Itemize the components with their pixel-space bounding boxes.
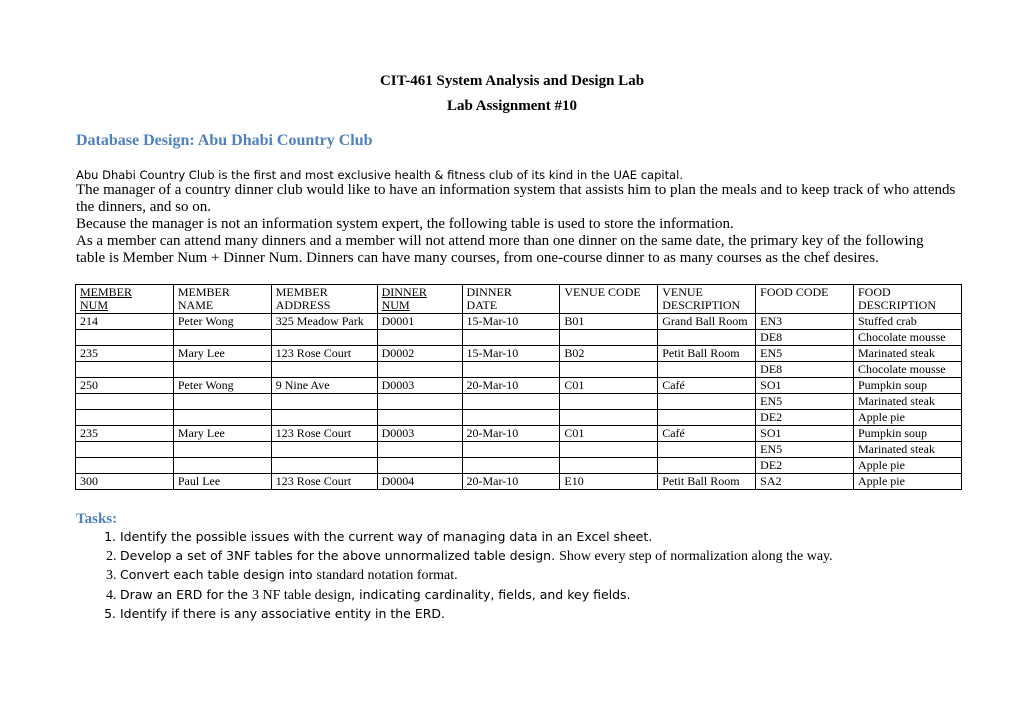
cell-dinner-date: 20-Mar-10 [462,426,560,442]
task-item-3: 3. Convert each table design into standard notation format. [120,566,833,586]
cell-venue-code [560,394,658,410]
cell-food-description: Marinated steak [853,442,961,458]
cell-member-name: Peter Wong [173,378,271,394]
table-row [76,410,962,426]
task-item-4: 4. Draw an ERD for the 3 NF table design, indicating cardinality, fields, and key fields. [120,586,833,606]
cell-food-description: Apple pie [853,458,961,474]
cell-dinner-date [462,330,560,346]
cell-venue-code [560,410,658,426]
header-dinner-num: DINNER NUM [377,285,462,314]
cell-dinner-date [462,410,560,426]
cell-member-name [173,394,271,410]
cell-venue-code: C01 [560,426,658,442]
header-member-address: MEMBER ADDRESS [271,285,377,314]
document-title: CIT-461 System Analysis and Design Lab [379,73,645,89]
cell-dinner-num: D0002 [377,346,462,362]
dinner-club-table [75,284,962,490]
cell-food-description: Apple pie [853,474,961,490]
cell-member-name [173,362,271,378]
cell-food-code: SO1 [756,426,854,442]
cell-member-address [271,362,377,378]
cell-venue-code: B01 [560,314,658,330]
cell-member-num: 214 [76,314,174,330]
cell-dinner-date [462,362,560,378]
cell-food-description: Pumpkin soup [853,378,961,394]
cell-member-name: Mary Lee [173,426,271,442]
cell-venue-code [560,330,658,346]
cell-food-description: Stuffed crab [853,314,961,330]
cell-member-num: 235 [76,426,174,442]
header-member-name: MEMBER NAME [173,285,271,314]
cell-member-address: 123 Rose Court [271,346,377,362]
cell-venue-code [560,442,658,458]
cell-dinner-num: D0003 [377,378,462,394]
cell-member-num [76,394,174,410]
header-venue-code: VENUE CODE [560,285,658,314]
cell-member-num [76,330,174,346]
cell-member-num: 235 [76,346,174,362]
cell-venue-description [658,394,756,410]
cell-food-code: EN5 [756,442,854,458]
cell-food-description: Marinated steak [853,394,961,410]
cell-member-address [271,442,377,458]
cell-dinner-num: D0004 [377,474,462,490]
table-row [76,426,962,442]
cell-dinner-num [377,362,462,378]
paragraph-2: Because the manager is not an information system expert, the following table is used to store the information. [76,216,734,232]
cell-dinner-num: D0001 [377,314,462,330]
cell-dinner-date [462,394,560,410]
table-row [76,346,962,362]
cell-venue-description: Café [658,426,756,442]
cell-member-num [76,442,174,458]
table-row [76,362,962,378]
table-body [76,314,962,490]
cell-food-description: Chocolate mousse [853,362,961,378]
table-row [76,330,962,346]
cell-member-name [173,410,271,426]
cell-venue-description [658,458,756,474]
cell-dinner-num [377,330,462,346]
header-member-num: MEMBER NUM [76,285,174,314]
cell-venue-code: B02 [560,346,658,362]
task-item-1: 1. Identify the possible issues with the current way of managing data in an Excel sheet. [120,528,833,547]
cell-venue-code: E10 [560,474,658,490]
cell-member-num [76,410,174,426]
cell-dinner-date: 20-Mar-10 [462,474,560,490]
cell-food-code: DE2 [756,410,854,426]
cell-food-code: EN3 [756,314,854,330]
cell-member-num [76,458,174,474]
cell-venue-code: C01 [560,378,658,394]
cell-member-name: Paul Lee [173,474,271,490]
cell-venue-code [560,458,658,474]
table-row [76,394,962,410]
cell-food-code: DE8 [756,330,854,346]
header-dinner-date: DINNER DATE [462,285,560,314]
cell-member-address [271,394,377,410]
cell-food-code: SA2 [756,474,854,490]
cell-venue-code [560,362,658,378]
cell-food-description: Apple pie [853,410,961,426]
section-heading: Database Design: Abu Dhabi Country Club [76,132,373,149]
paragraph-1: The manager of a country dinner club would like to have an information system that assists him to plan the meals and to keep track of who attends the dinners, and so on. [76,182,956,215]
cell-food-code: SO1 [756,378,854,394]
table-header-row [76,285,962,314]
table-row [76,442,962,458]
tasks-list [76,528,833,624]
cell-food-code: DE2 [756,458,854,474]
table-row [76,474,962,490]
cell-dinner-date [462,442,560,458]
cell-dinner-num [377,394,462,410]
cell-venue-description: Grand Ball Room [658,314,756,330]
cell-member-address [271,330,377,346]
cell-member-num: 300 [76,474,174,490]
table-row [76,458,962,474]
cell-venue-description: Petit Ball Room [658,474,756,490]
cell-venue-description [658,442,756,458]
cell-dinner-num [377,442,462,458]
cell-venue-description [658,362,756,378]
cell-food-code: DE8 [756,362,854,378]
cell-member-address: 123 Rose Court [271,426,377,442]
cell-venue-description [658,410,756,426]
cell-food-code: EN5 [756,394,854,410]
cell-dinner-num [377,458,462,474]
table-row [76,314,962,330]
cell-dinner-date: 15-Mar-10 [462,346,560,362]
cell-venue-description [658,330,756,346]
header-venue-description: VENUE DESCRIPTION [658,285,756,314]
cell-member-address [271,410,377,426]
header-food-description: FOOD DESCRIPTION [853,285,961,314]
document-subtitle: Lab Assignment #10 [446,98,578,114]
cell-member-name: Mary Lee [173,346,271,362]
cell-dinner-date [462,458,560,474]
cell-member-name [173,458,271,474]
cell-member-address [271,458,377,474]
cell-venue-description: Petit Ball Room [658,346,756,362]
paragraph-3: As a member can attend many dinners and a member will not attend more than one dinner on the same date, the primary key of the following table is Member Num + Dinner Num. Dinners can have many courses, from one-course dinner to as many courses as the chef desires. [76,233,924,266]
cell-dinner-date: 20-Mar-10 [462,378,560,394]
cell-member-num: 250 [76,378,174,394]
cell-venue-description: Café [658,378,756,394]
task-item-5: 5. Identify if there is any associative entity in the ERD. [120,605,833,624]
cell-member-address: 325 Meadow Park [271,314,377,330]
task-item-2: 2. Develop a set of 3NF tables for the above unnormalized table design. Show every step of normalization along the way. [120,547,833,567]
cell-dinner-num [377,410,462,426]
header-food-code: FOOD CODE [756,285,854,314]
intro-text: Abu Dhabi Country Club is the first and most exclusive health & fitness club of its kind in the UAE capital. [76,168,683,182]
tasks-heading: Tasks: [76,511,118,527]
table-row [76,378,962,394]
cell-food-code: EN5 [756,346,854,362]
cell-dinner-date: 15-Mar-10 [462,314,560,330]
cell-member-address: 9 Nine Ave [271,378,377,394]
cell-member-address: 123 Rose Court [271,474,377,490]
cell-member-name: Peter Wong [173,314,271,330]
cell-dinner-num: D0003 [377,426,462,442]
cell-member-name [173,442,271,458]
cell-food-description: Chocolate mousse [853,330,961,346]
cell-member-num [76,362,174,378]
cell-food-description: Pumpkin soup [853,426,961,442]
cell-food-description: Marinated steak [853,346,961,362]
cell-member-name [173,330,271,346]
